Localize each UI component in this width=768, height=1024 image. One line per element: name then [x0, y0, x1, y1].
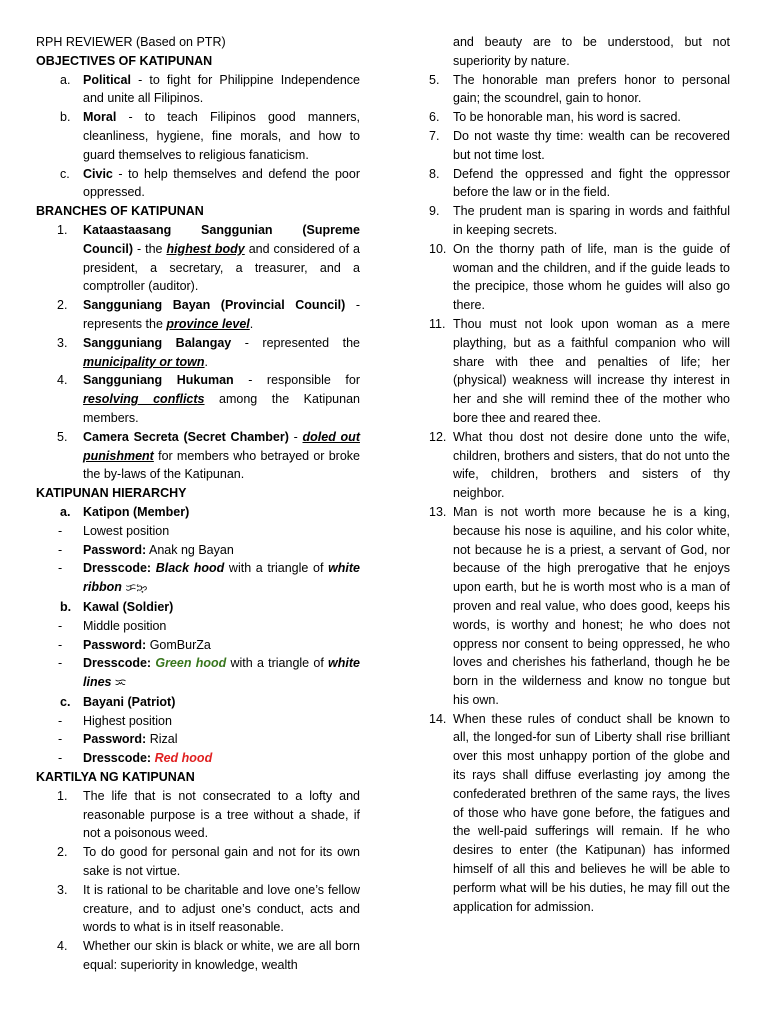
kartilya-item: [429, 710, 730, 917]
rank-detail: [36, 617, 360, 636]
branch-text: - represented the: [231, 335, 361, 350]
list-marker: 5.: [57, 429, 68, 444]
dash-marker: -: [58, 713, 63, 728]
kartilya-item: [429, 202, 730, 240]
objective-item: [36, 108, 360, 164]
kartilya-item: [429, 240, 730, 315]
list-marker: 4.: [57, 373, 68, 388]
rank-detail: [36, 730, 360, 749]
branch-text: -: [288, 429, 303, 444]
rank-detail: [36, 522, 360, 541]
rank-item: [36, 503, 360, 522]
rank-position: Highest position: [83, 713, 172, 728]
kartilya-text: On the thorny path of life, man is the guide of woman and the children, and if the guide leads to the precipice, those whom he guides will also go there.: [453, 241, 730, 313]
list-marker: 12.: [429, 429, 447, 444]
objectives-heading: OBJECTIVES OF KATIPUNAN: [36, 53, 213, 68]
rank-position: Middle position: [83, 618, 167, 633]
list-marker: c.: [60, 694, 71, 709]
list-marker: c.: [60, 166, 70, 181]
rank-position: Lowest position: [83, 523, 170, 538]
branches-heading: BRANCHES OF KATIPUNAN: [36, 204, 204, 219]
kartilya-item: [36, 881, 360, 937]
list-marker: 3.: [57, 882, 68, 897]
dash-marker: -: [58, 618, 63, 633]
objective-item: [36, 165, 360, 203]
list-marker: 14.: [429, 711, 447, 726]
list-marker: a.: [60, 504, 71, 519]
branch-emphasis: municipality or town: [83, 354, 205, 369]
list-marker: 8.: [429, 166, 440, 181]
branch-text: among the Katipunan members.: [83, 392, 360, 425]
list-marker: b.: [60, 110, 71, 125]
kartilya-item: [429, 503, 730, 710]
kartilya-text: When these rules of conduct shall be known to all, the longed-for sun of Liberty shall rise brilliant over this most unhappy portion of the globe and its rays shall diffuse everlasting joy among the confederated brethren of the same rays, the lives of those who have gone before, the fatigues and the well-paid sufferings will remain. If he who desires to enter (the Katipunan) has informed himself of all this and believes he will be able to perform what will be his duties, he may fill out the application for admission.: [453, 711, 730, 914]
list-marker: 9.: [429, 204, 440, 219]
rank-item: [36, 693, 360, 712]
kartilya-item: [429, 127, 730, 165]
kartilya-text: Whether our skin is black or white, we are all born equal: superiority in knowledge, wealth: [83, 939, 360, 973]
password-value: Rizal: [146, 732, 178, 747]
branch-text: for members who betrayed or broke the by-laws of the Katipunan.: [83, 448, 360, 482]
list-marker: b.: [60, 599, 72, 614]
kartilya-item: [429, 315, 730, 428]
branch-text: - represents the: [83, 298, 360, 331]
rank-name: Katipon (Member): [83, 504, 190, 519]
kartilya-text: To do good for personal gain and not for its own sake is not virtue.: [83, 845, 360, 879]
branch-name: Sangguniang Hukuman: [83, 373, 234, 388]
branch-name: Sangguniang Bayan (Provincial Council): [83, 298, 346, 313]
kartilya-heading: KARTILYA NG KATIPUNAN: [36, 770, 195, 785]
dresscode-text: with a triangle of: [226, 656, 329, 671]
dash-marker: -: [58, 523, 63, 538]
objective-label: Political: [83, 72, 131, 87]
branch-emphasis: highest body: [166, 241, 245, 256]
rank-detail: [36, 541, 360, 560]
list-marker: 1.: [57, 788, 68, 803]
rank-detail: [36, 712, 360, 731]
list-marker: 10.: [429, 241, 447, 256]
password-label: Password:: [83, 542, 147, 557]
list-marker: 7.: [429, 128, 440, 143]
baybayin-glyph: ᜁ: [114, 677, 127, 690]
branch-item: [36, 221, 360, 296]
kartilya-item: [429, 428, 730, 503]
rank-name: Kawal (Soldier): [83, 599, 174, 614]
kartilya-text: The honorable man prefers honor to personal gain; the scoundrel, gain to honor.: [453, 72, 730, 106]
branch-name: Kataastaasang Sanggunian (Supreme Council): [83, 222, 360, 256]
trim-type: white ribbon: [83, 561, 361, 595]
kartilya-text: What thou dost not desire done unto the wife, children, brothers and sisters, that do not unto the wife, children, brothers and sisters of thy neighbor.: [453, 429, 730, 501]
kartilya-text: Man is not worth more because he is a king, because his nose is aquiline, and his color white, not because he is a priest, a servant of God, nor because of the high prerogative that he enjoys upon earth, but he is worth most who is a man of proven and real value, who does good, keeps his words, is worthy and honest; he who does not oppress nor consent to being oppressed, he who loves and cherishes his fatherland, though he be born in the wilderness and know no tongue but his own.: [453, 504, 730, 707]
branch-text: .: [204, 354, 209, 369]
document-title: RPH REVIEWER (Based on PTR): [36, 35, 226, 49]
branch-name: Sangguniang Balangay: [83, 335, 232, 350]
objective-label: Moral: [83, 110, 117, 125]
branch-emphasis: resolving conflicts: [83, 392, 205, 407]
branch-name: Camera Secreta (Secret Chamber): [83, 429, 289, 444]
kartilya-item: [429, 71, 730, 109]
kartilya-text: and beauty are to be understood, but not superiority by nature.: [453, 35, 730, 68]
hood-color: Green hood: [155, 656, 227, 671]
kartilya-item: [36, 937, 360, 975]
dash-marker: -: [58, 656, 63, 671]
rank-detail: [36, 559, 360, 598]
password-label: Password:: [83, 732, 147, 747]
kartilya-item: [429, 108, 730, 127]
baybayin-glyph: ᜃᜅ᜔: [125, 582, 148, 595]
branch-text: - responsible for: [233, 373, 360, 388]
branch-text: - the: [133, 241, 167, 256]
trim-type: white lines: [83, 656, 360, 690]
kartilya-item: [429, 165, 730, 203]
branch-emphasis: doled out punishment: [83, 429, 360, 463]
objective-item: [36, 71, 360, 109]
list-marker: 11.: [429, 316, 446, 331]
kartilya-text: Thou must not look upon woman as a mere plaything, but as a faithful companion who will share with thee and penalties of life; her (physical) weakness will increase thy interest in her and she will remind thee of the mother who bore thee and reared thee.: [453, 316, 730, 425]
branch-text: .: [249, 316, 254, 331]
rank-name: Bayani (Patriot): [83, 694, 176, 709]
objective-text: - to help themselves and defend the poor oppressed.: [83, 166, 360, 200]
branch-item: [36, 371, 360, 427]
objective-label: Civic: [83, 166, 113, 181]
kartilya-text: Defend the oppressed and fight the oppressor before the law or in the field.: [453, 166, 730, 200]
branch-text: and considered of a president, a secretary, a treasurer, and a comptroller (auditor).: [83, 241, 360, 294]
password-value: GomBurZa: [146, 637, 211, 652]
list-marker: 5.: [429, 72, 440, 87]
objective-text: - to fight for Philippine Independence and unite all Filipinos.: [83, 72, 360, 106]
password-label: Password:: [83, 637, 147, 652]
kartilya-text: It is rational to be charitable and love one’s fellow creature, and to adjust one’s conduct, acts and words to what is in itself reasonable.: [83, 882, 360, 935]
dash-marker: -: [58, 542, 63, 557]
kartilya-text: To be honorable man, his word is sacred.: [453, 110, 681, 125]
list-marker: 3.: [57, 335, 68, 350]
list-marker: 2.: [57, 298, 68, 313]
branch-item: [36, 334, 360, 372]
dresscode-label: Dresscode:: [83, 656, 152, 671]
rank-item: [36, 598, 360, 617]
dresscode-label: Dresscode:: [83, 751, 152, 766]
kartilya-item: [36, 843, 360, 881]
dresscode-text: with a triangle of: [224, 561, 329, 576]
kartilya-text: The life that is not consecrated to a lofty and reasonable purpose is a tree without a shade, if not a poisonous weed.: [83, 788, 360, 841]
right-column: [429, 33, 730, 916]
left-column: [36, 33, 360, 975]
rank-detail: [36, 636, 360, 655]
list-marker: 4.: [57, 939, 68, 954]
dash-marker: -: [58, 751, 63, 766]
rank-detail: [36, 654, 360, 693]
rank-detail: [36, 749, 360, 768]
kartilya-continuation: [429, 33, 730, 71]
list-marker: 13.: [429, 504, 447, 519]
dresscode-label: Dresscode:: [83, 561, 152, 576]
kartilya-text: Do not waste thy time: wealth can be recovered but not time lost.: [453, 128, 730, 162]
kartilya-text: The prudent man is sparing in words and faithful in keeping secrets.: [453, 204, 730, 237]
branch-emphasis: province level: [166, 316, 250, 331]
list-marker: 1.: [57, 222, 68, 237]
password-value: Anak ng Bayan: [146, 542, 234, 557]
dash-marker: -: [58, 732, 63, 747]
hood-color: Red hood: [154, 751, 213, 766]
branch-item: [36, 296, 360, 334]
dash-marker: -: [58, 637, 63, 652]
hierarchy-heading: KATIPUNAN HIERARCHY: [36, 486, 187, 501]
dash-marker: -: [58, 561, 63, 576]
hood-color: Black hood: [155, 561, 225, 576]
list-marker: 2.: [57, 845, 68, 860]
branch-item: [36, 428, 360, 484]
list-marker: a.: [60, 72, 71, 87]
list-marker: 6.: [429, 110, 440, 125]
kartilya-item: [36, 787, 360, 843]
objective-text: - to teach Filipinos good manners, cleanliness, hygiene, fine morals, and how to guard themselves to religious fanaticism.: [83, 110, 360, 162]
